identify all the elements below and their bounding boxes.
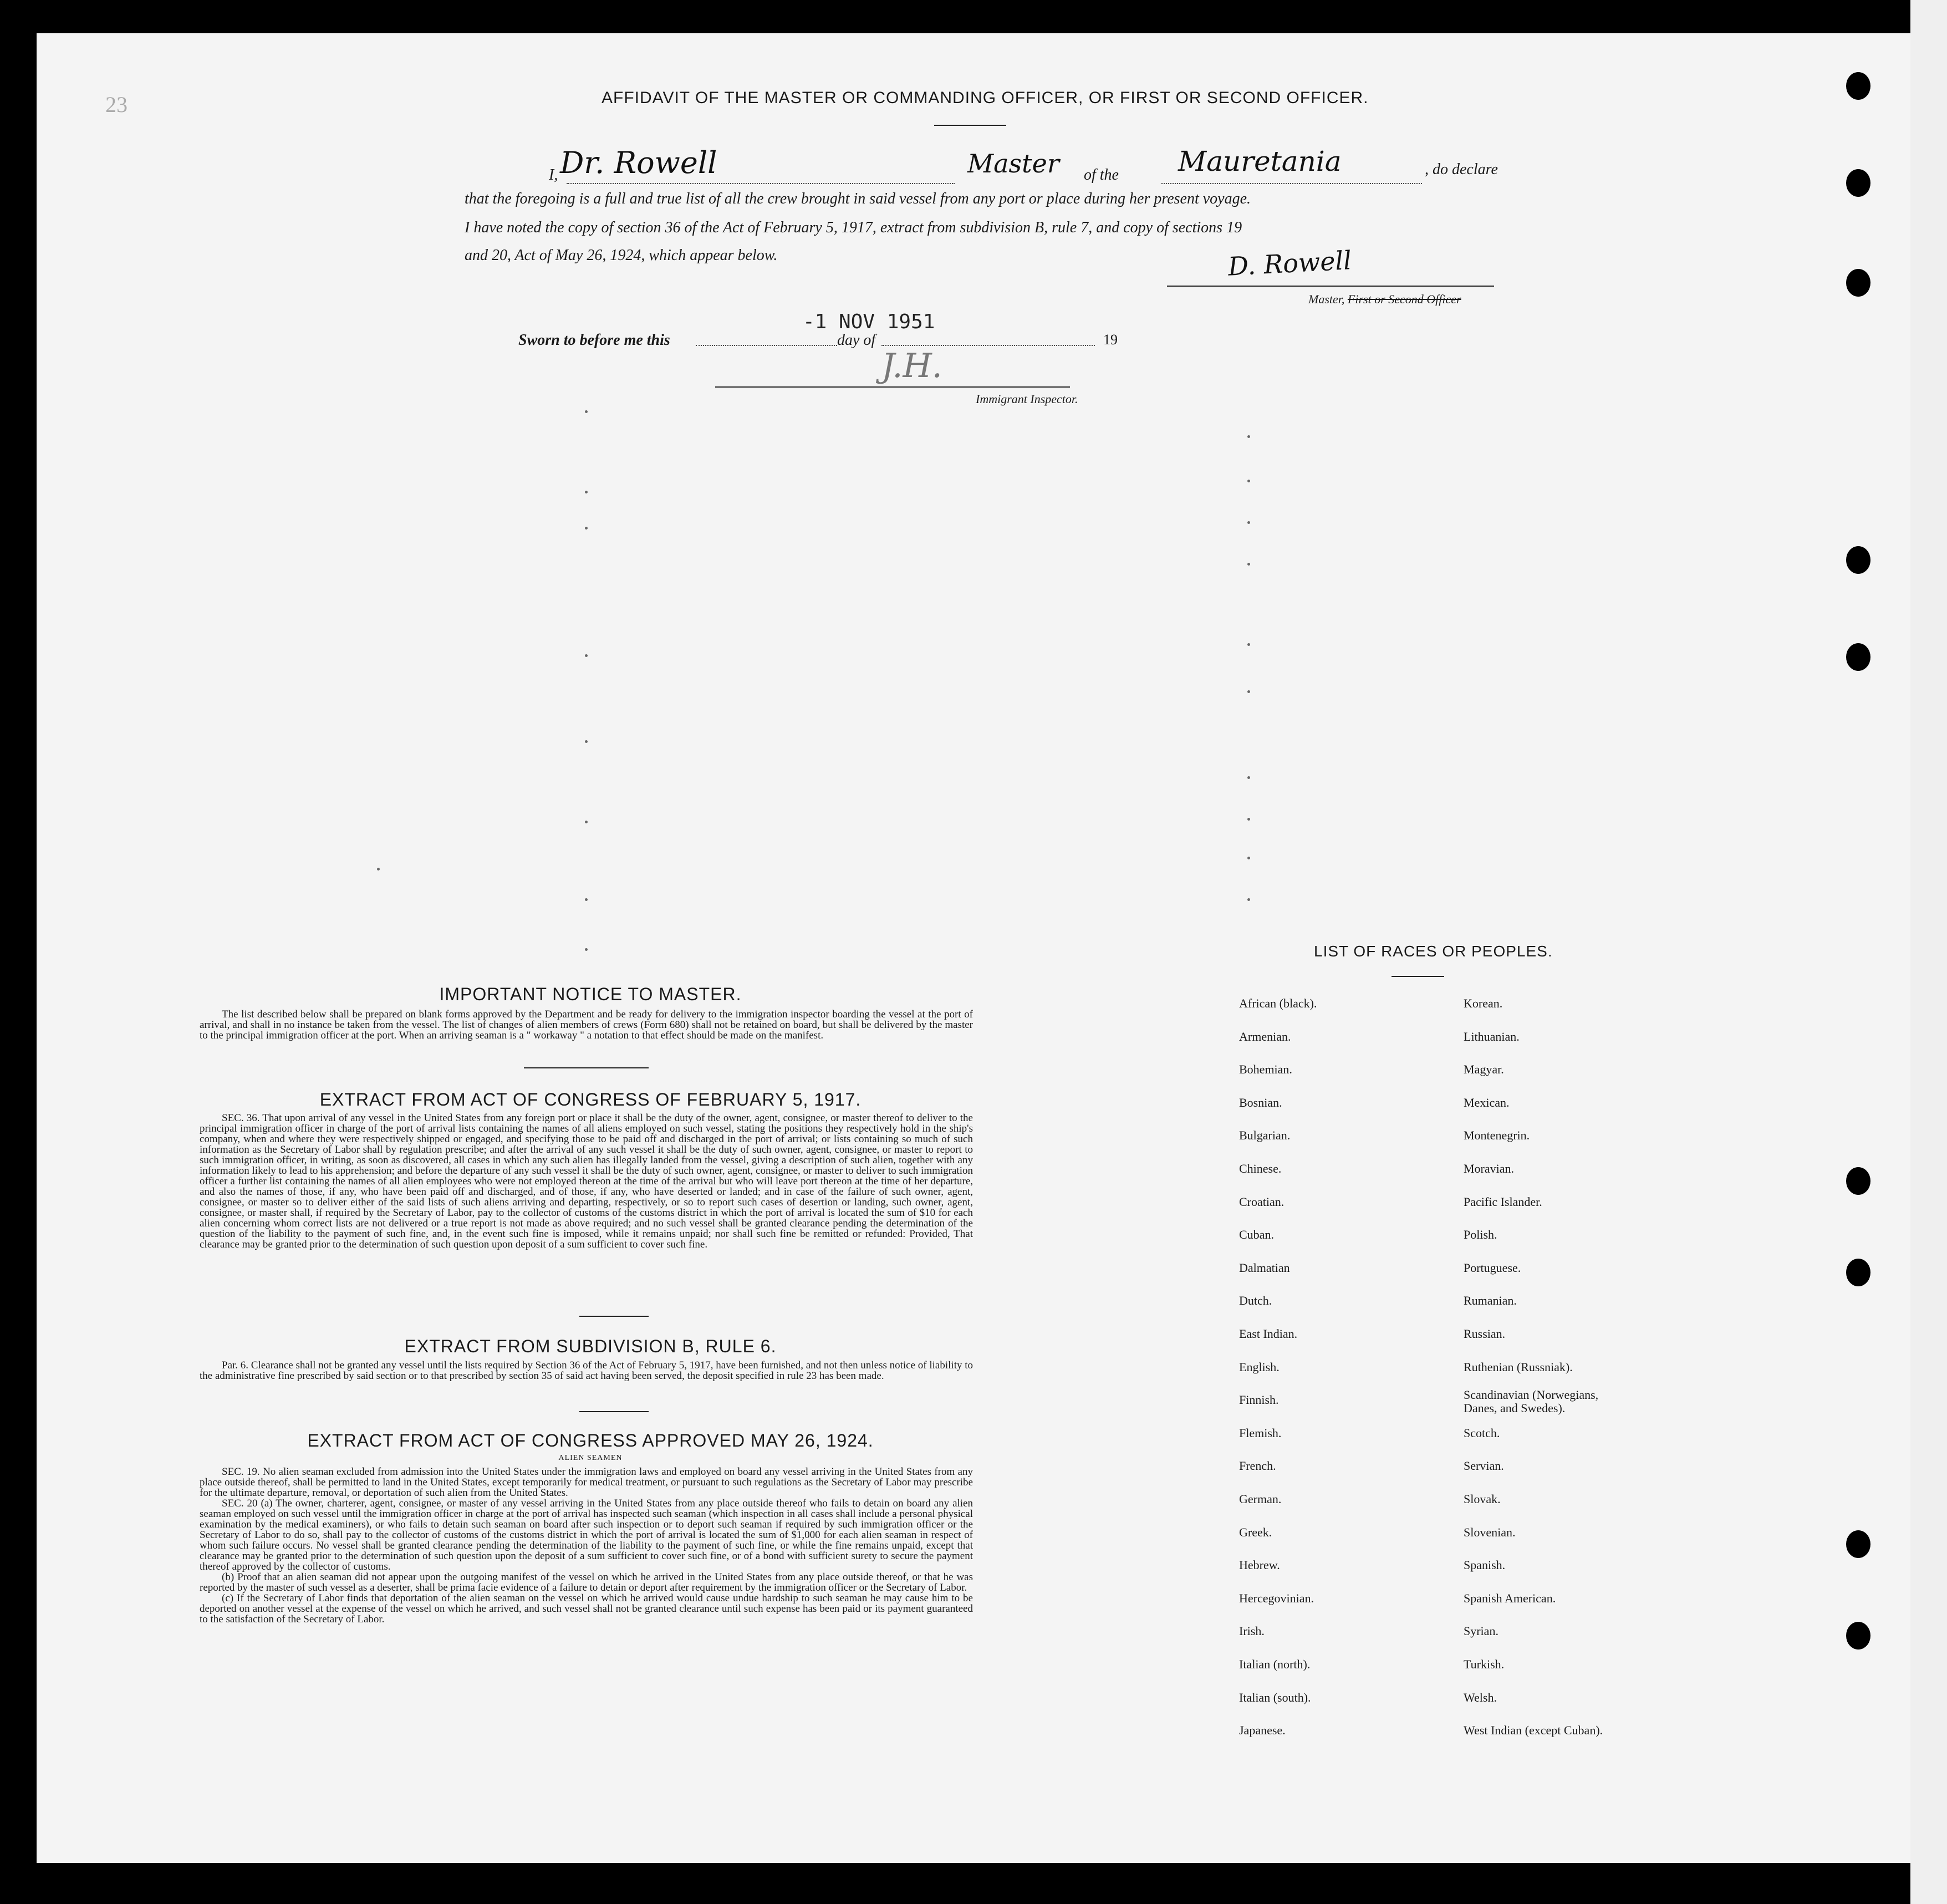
do-declare-label: , do declare — [1425, 161, 1498, 178]
extract-1924-title: EXTRACT FROM ACT OF CONGRESS APPROVED MAY 26, 1924. — [307, 1430, 874, 1450]
bleed-mark — [377, 868, 380, 870]
race-item-left: Bosnian. — [1239, 1095, 1282, 1109]
inspector-signature: J.H. — [881, 347, 942, 385]
bleed-mark — [1247, 643, 1250, 646]
bleed-mark — [1247, 690, 1250, 693]
punch-hole — [1846, 1622, 1870, 1650]
alien-seamen-subtitle: ALIEN SEAMEN — [558, 1454, 623, 1462]
race-item-right: Portuguese. — [1464, 1260, 1521, 1275]
inspector-caption: Immigrant Inspector. — [976, 392, 1078, 406]
extract-1924-text — [200, 1467, 973, 1625]
of-the-label: of the — [1084, 166, 1119, 184]
race-item-left: German. — [1239, 1492, 1282, 1506]
bleed-mark — [1247, 521, 1250, 524]
race-item-right: Mexican. — [1464, 1095, 1510, 1109]
corner-page-number: 23 — [105, 92, 128, 117]
affidavit-line-2: I have noted the copy of section 36 of the Act of February 5, 1917, extract from subdivision B, rule 7, and copy of sections 19 — [465, 219, 1242, 236]
race-item-right: Montenegrin. — [1464, 1128, 1530, 1143]
extract-1917-text — [200, 1113, 973, 1250]
sec20c-paragraph: (c) If the Secretary of Labor finds that deportation of the alien seaman on the vessel on which he arrived would cause undue hardship to such seaman he may cause him to be deported on another vessel at the expense of the vessel on which he arrived, and such vessel shall not be granted clearance until such expense has been paid or its payment guaranteed to the satisfaction of the Secretary of Labor. — [200, 1592, 973, 1625]
race-item-right: Scandinavian (Norwegians, Danes, and Swedes). — [1464, 1388, 1599, 1416]
master-signature: D. Rowell — [1227, 245, 1353, 282]
race-item-right: Korean. — [1464, 996, 1503, 1010]
sec20b-paragraph: (b) Proof that an alien seaman did not appear upon the outgoing manifest of the vessel on which he arrived in the United States from any place outside thereof, or that he was reported by the master of such vessel as a deserter, shall be prima facie evidence of a failure to detain or deport after requirement by the immigration officer or the Secretary of Labor. — [200, 1571, 973, 1594]
declarant-rank: Master — [967, 149, 1059, 179]
punch-hole — [1846, 1259, 1870, 1286]
bleed-mark — [585, 898, 588, 901]
races-title-underline — [1392, 976, 1444, 977]
race-item-left: Italian (north). — [1239, 1657, 1311, 1671]
signature-caption — [1308, 292, 1461, 307]
extract-rule6-title: EXTRACT FROM SUBDIVISION B, RULE 6. — [404, 1336, 777, 1356]
race-item-right: Lithuanian. — [1464, 1029, 1520, 1043]
race-item-left: Italian (south). — [1239, 1690, 1311, 1704]
master-signature-line — [1167, 286, 1494, 287]
race-item-right: Magyar. — [1464, 1062, 1504, 1077]
declaration-prefix: I, — [549, 166, 558, 184]
race-item-right: Welsh. — [1464, 1690, 1497, 1704]
page-edge — [1910, 0, 1947, 1904]
notice-paragraph: The list described below shall be prepared on blank forms approved by the Department and be ready for delivery to the immigration inspector boarding the vessel at the port of arrival, and shall in no instance be taken from the vessel. The list of changes of alien members of crews (Form 680) shall not be retained on board, but shall be delivered by the master to the principal immigration officer at the port. When an arriving seaman is a " workaway " a notation to that effect should be made on the manifest. — [200, 1009, 973, 1041]
race-item-right: Ruthenian (Russniak). — [1464, 1360, 1573, 1374]
extract-rule6-text — [200, 1360, 973, 1381]
punch-hole — [1846, 546, 1870, 574]
races-title: LIST OF RACES OR PEOPLES. — [1314, 943, 1553, 960]
bleed-mark — [1247, 898, 1250, 901]
race-item-left: Dalmatian — [1239, 1260, 1290, 1275]
race-item-left: Finnish. — [1239, 1393, 1279, 1407]
race-item-right: Turkish. — [1464, 1657, 1505, 1671]
race-item-right: Scotch. — [1464, 1426, 1500, 1440]
race-item-left: African (black). — [1239, 996, 1317, 1010]
bleed-mark — [1247, 563, 1250, 566]
sec20a-paragraph: SEC. 20 (a) The owner, charterer, agent, consignee, or master of any vessel arriving in the United States from any place outside thereof who fails to detain on board any alien seaman employed on such vessel until the immigration officer in charge at the port of arrival has inspected such seaman (which inspection in all cases shall include a personal physical examination by the medical examiners), or who fails to detain such seaman on board after such inspection or to deport such seaman if required by such immigration officer or the Secretary of Labor to do so, shall pay to the collector of customs of the customs district in which the port of arrival is located the sum of $1,000 for each alien seaman in respect of whom such failure occurs. No vessel shall be granted clearance pending the determination of the liability to the payment of such fine, or while the fine remains unpaid, except that clearance may be granted prior to the determination of such question upon the deposit of a sum sufficient to cover such fine, or of a bond with sufficient surety to secure the payment thereof approved by the collector of customs. — [200, 1498, 973, 1572]
affidavit-line-1: that the foregoing is a full and true list of all the crew brought in said vessel from any port or place during her present voyage. — [465, 190, 1251, 207]
affidavit-line-3: and 20, Act of May 26, 1924, which appear below. — [465, 247, 778, 264]
bleed-mark — [1247, 435, 1250, 438]
race-item-left: Greek. — [1239, 1525, 1272, 1539]
sec19-paragraph: SEC. 19. No alien seaman excluded from admission into the United States under the immigration laws and employed on board any vessel arriving in the United States from any place outside thereof, shall be permitted to land in the United States, except temporarily for medical treatment, or pursuant to such regulations as the Secretary of Labor may prescribe for the ultimate departure, removal, or deportation of such alien from the United States. — [200, 1466, 973, 1499]
sworn-month-line — [881, 345, 1095, 346]
vessel-name: Mauretania — [1178, 145, 1342, 177]
race-item-left: Armenian. — [1239, 1029, 1291, 1043]
par6-paragraph: Par. 6. Clearance shall not be granted any vessel until the lists required by Section 36 of the Act of February 5, 1917, have been furnished, and not then unless notice of liability to the administrative fine prescribed by said section or to that prescribed by section 35 of said act having been served, the deposit specified in rule 23 has been made. — [200, 1360, 973, 1382]
race-item-right: Syrian. — [1464, 1624, 1499, 1638]
race-item-right: Rumanian. — [1464, 1294, 1517, 1308]
race-item-left: Hebrew. — [1239, 1558, 1280, 1572]
race-item-right: Russian. — [1464, 1327, 1506, 1341]
year-prefix: 19 — [1103, 332, 1118, 348]
extract-1917-title: EXTRACT FROM ACT OF CONGRESS OF FEBRUARY 5, 1917. — [319, 1090, 862, 1109]
divider — [579, 1411, 649, 1412]
bleed-mark — [1247, 776, 1250, 779]
punch-hole — [1846, 269, 1870, 297]
title-underline — [934, 125, 1006, 126]
punch-hole — [1846, 72, 1870, 100]
inspector-signature-line — [715, 386, 1070, 388]
bleed-mark — [1247, 480, 1250, 482]
caption-master: Master, — [1308, 292, 1345, 306]
race-item-right: Spanish American. — [1464, 1591, 1556, 1605]
affidavit-title: AFFIDAVIT OF THE MASTER OR COMMANDING OFFICER, OR FIRST OR SECOND OFFICER. — [602, 89, 1369, 107]
caption-struck-officer: First or Second Officer — [1347, 292, 1461, 306]
race-item-right: West Indian (except Cuban). — [1464, 1723, 1603, 1738]
divider — [579, 1316, 649, 1317]
punch-hole — [1846, 1167, 1870, 1195]
divider — [524, 1067, 649, 1068]
notice-text — [200, 1009, 973, 1041]
notice-title: IMPORTANT NOTICE TO MASTER. — [439, 984, 742, 1004]
race-item-left: Bohemian. — [1239, 1062, 1292, 1077]
race-item-left: Chinese. — [1239, 1162, 1282, 1175]
declarant-name: Dr. Rowell — [560, 145, 717, 180]
race-item-left: Bulgarian. — [1239, 1128, 1291, 1143]
declarant-name-line — [567, 183, 955, 184]
bleed-mark — [585, 491, 588, 493]
race-item-left: Hercegovinian. — [1239, 1591, 1314, 1605]
punch-hole — [1846, 643, 1870, 671]
bleed-mark — [585, 410, 588, 413]
date-stamp: -1 NOV 1951 — [803, 310, 935, 333]
race-item-left: Japanese. — [1239, 1723, 1286, 1738]
race-item-right: Polish. — [1464, 1228, 1497, 1242]
punch-hole — [1846, 1530, 1870, 1558]
bleed-mark — [585, 654, 588, 657]
race-item-right: Pacific Islander. — [1464, 1194, 1542, 1209]
race-item-right: Spanish. — [1464, 1558, 1506, 1572]
sworn-day-line — [696, 345, 837, 346]
race-item-left: Dutch. — [1239, 1294, 1272, 1308]
punch-hole — [1846, 169, 1870, 197]
race-item-right: Slovenian. — [1464, 1525, 1516, 1539]
vessel-name-line — [1161, 183, 1422, 184]
race-item-left: Flemish. — [1239, 1426, 1282, 1440]
bleed-mark — [585, 948, 588, 951]
race-item-left: French. — [1239, 1459, 1276, 1473]
bleed-mark — [585, 821, 588, 823]
race-item-left: Croatian. — [1239, 1194, 1285, 1209]
race-item-right: Slovak. — [1464, 1492, 1501, 1506]
bleed-mark — [1247, 818, 1250, 821]
bleed-mark — [1247, 857, 1250, 859]
race-item-left: East Indian. — [1239, 1327, 1298, 1341]
race-item-right: Servian. — [1464, 1459, 1504, 1473]
race-item-left: Irish. — [1239, 1624, 1265, 1638]
sec36-paragraph: SEC. 36. That upon arrival of any vessel in the United States from any foreign port or place it shall be the duty of the owner, agent, consignee, or master thereof to deliver to the principal immigration officer in charge of the port of arrival lists containing the names of all aliens employed on such vessel, stating the positions they respectively hold in the ship's company, when and where they were respectively shipped or engaged, and specifying those to be paid off and discharged in the port of arrival; or lists containing so much of such information as the Secretary of Labor shall by regulation prescribe; and after the arrival of any such vessel it shall be the duty of such owner, agent, consignee, or master to report to such immigration officer, in writing, as soon as discovered, all cases in which any such alien has illegally landed from the vessel, giving a description of such alien, together with any information likely to lead to his apprehension; and before the departure of any such vessel it shall be the duty of such owner, agent, consignee, or master to deliver to such immigration officer a further list containing the names of all alien employees who were not employed thereon at the time of the arrival but who will leave port thereon at the time of her departure, and also the names of those, if any, who have been paid off and discharged, and of those, if any, who have deserted or landed; and in case of the failure of such owner, agent, consignee, or master so to deliver either of the said lists of such aliens arriving and departing, respectively, or so to report such cases of desertion or landing, such owner, agent, consignee, or master shall, if required by the Secretary of Labor, pay to the collector of customs of the customs district in which the port of arrival is located the sum of $10 for each alien concerning whom correct lists are not delivered or a true report is not made as above required; and no such vessel shall be granted clearance pending the determination of the question of the liability to the payment of such fine, and, in the event such fine is imposed, while it remains unpaid; nor shall such fine be remitted or refunded: Provided, That clearance may be granted prior to the determination of such question upon deposit of a sum sufficient to cover such fine. — [200, 1112, 973, 1250]
bleed-mark — [585, 740, 588, 743]
day-of-label: day of — [837, 332, 876, 349]
bleed-mark — [585, 527, 588, 530]
sworn-label: Sworn to before me this — [518, 332, 670, 349]
race-item-right: Moravian. — [1464, 1162, 1515, 1175]
race-item-left: Cuban. — [1239, 1228, 1274, 1242]
race-item-left: English. — [1239, 1360, 1280, 1374]
